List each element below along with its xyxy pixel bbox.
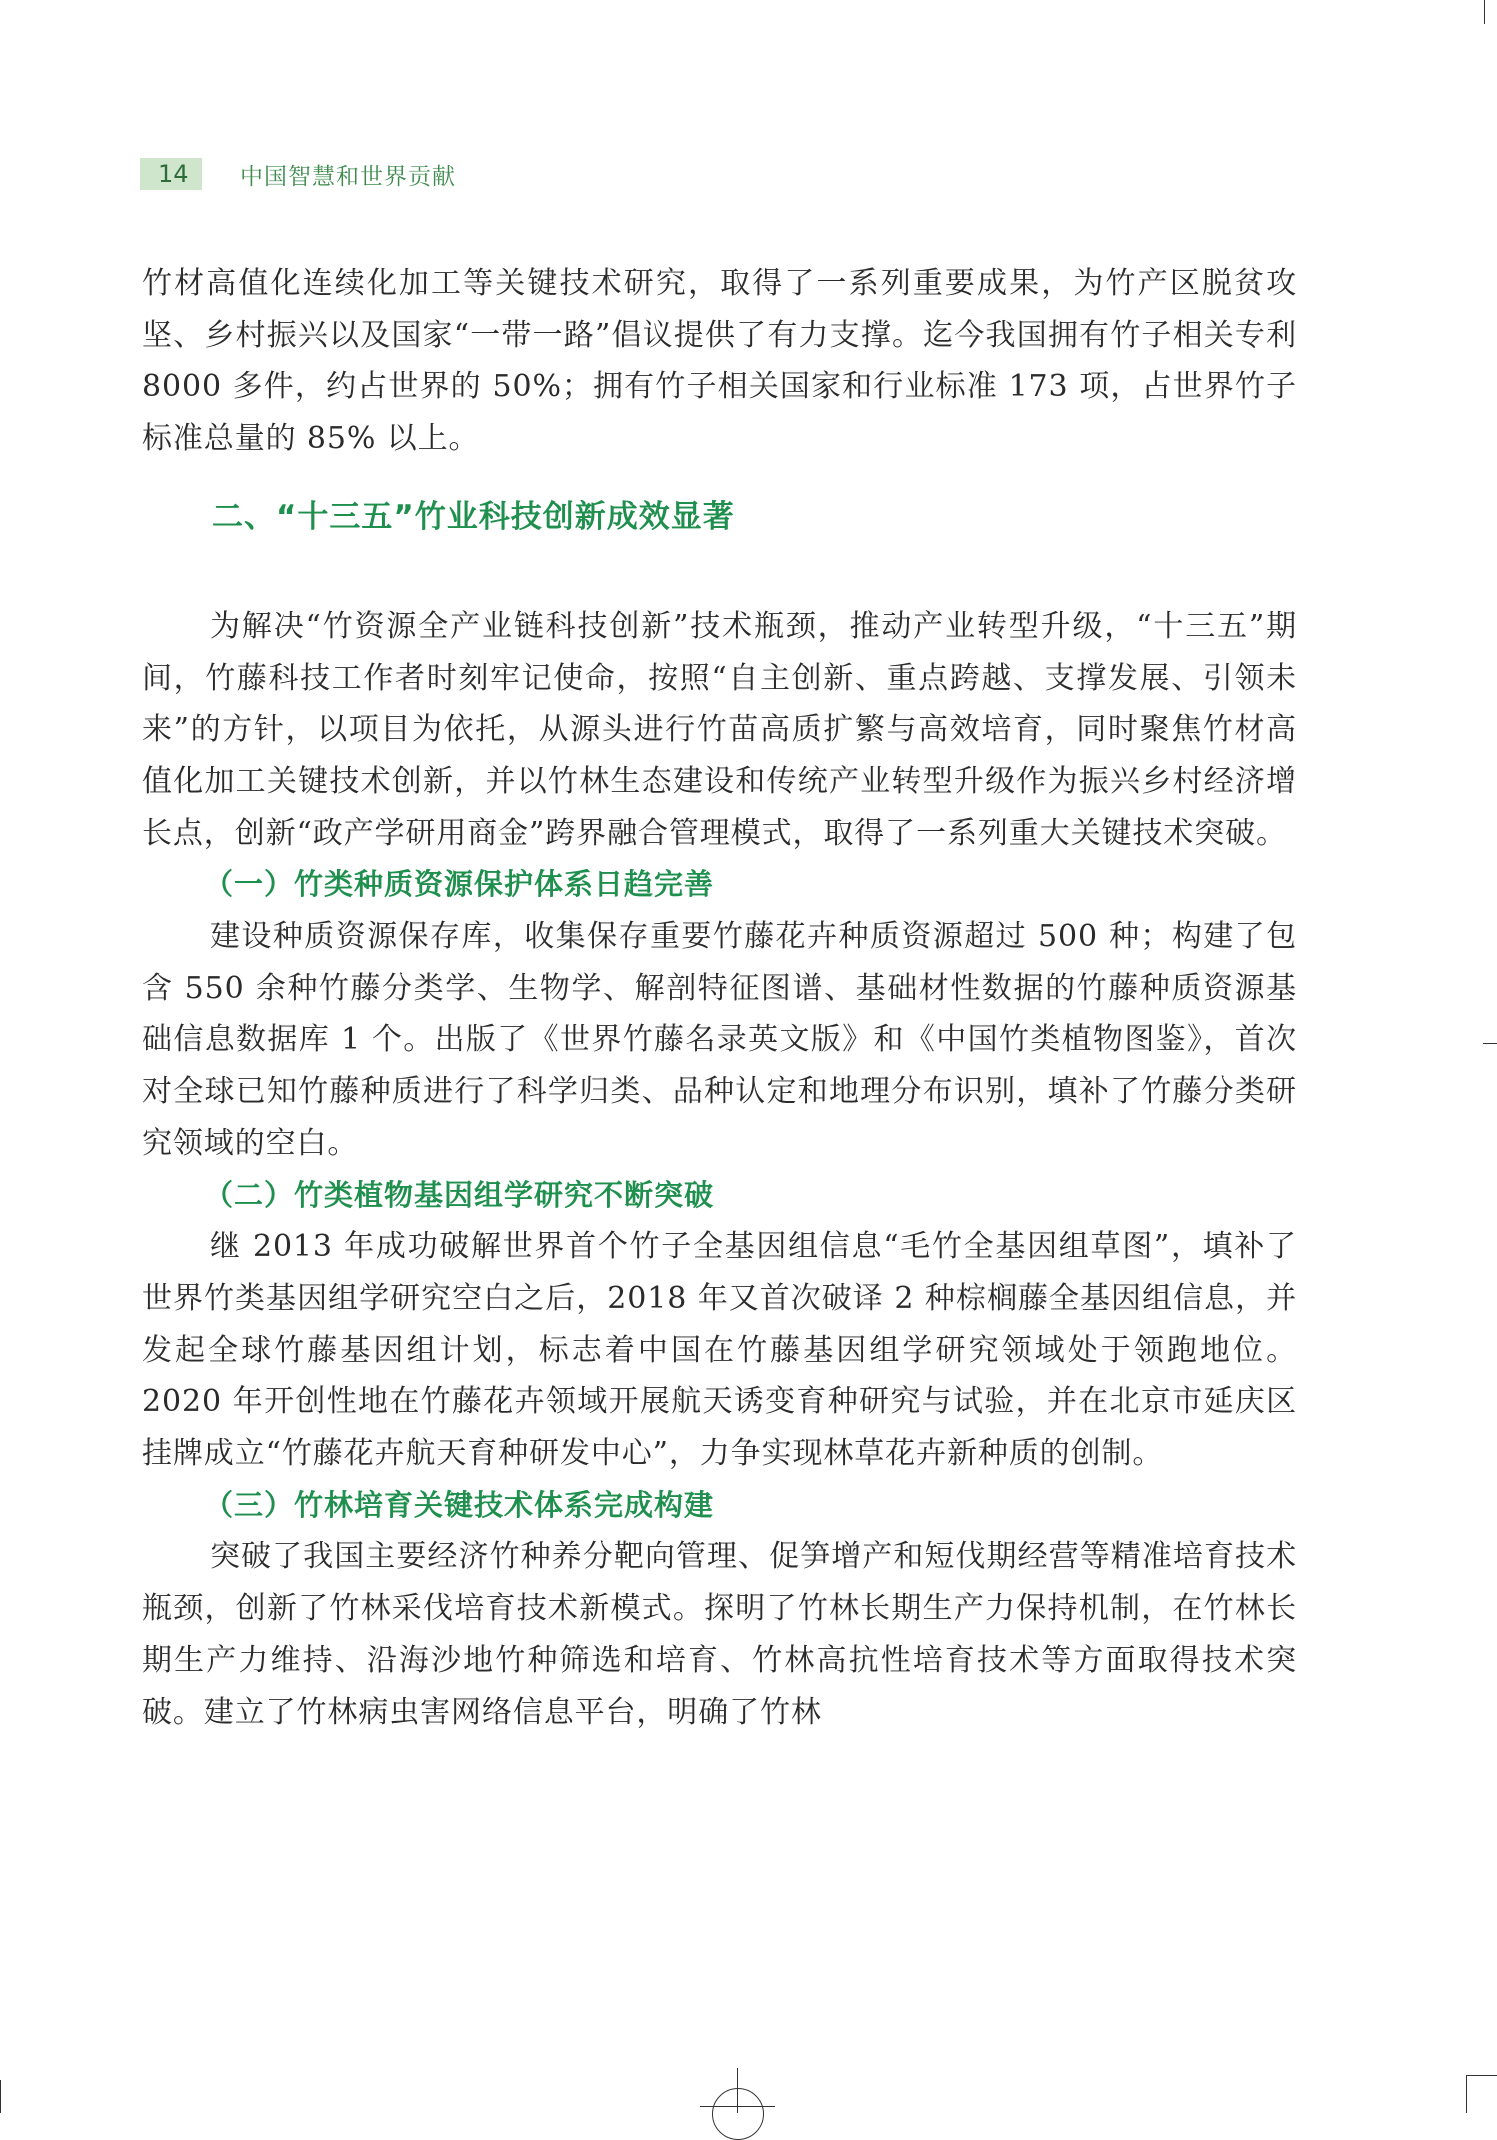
subsection-paragraph-1: 建设种质资源保存库，收集保存重要竹藤花卉种质资源超过 500 种；构建了包含 550 余种竹藤分类学、生物学、解剖特征图谱、基础材性数据的竹藤种质资源基础信息数据库 1 个。出版了《世界竹藤名录英文版》和《中国竹类植物图鉴》，首次对全球已知竹藤种质进行了科学归类、品种认定和地理分布识别，填补了竹藤分类研究领域的空白。 [142,919,1297,1161]
registration-mark-circle [712,2088,764,2140]
subsection-paragraph-3: 突破了我国主要经济竹种养分靶向管理、促笋增产和短伐期经营等精准培育技术瓶颈，创新了竹林采伐培育技术新模式。探明了竹林长期生产力保持机制，在竹林长期生产力维持、沿海沙地竹种筛选和培育、竹林高抗性培育技术等方面取得技术突破。建立了竹林病虫害网络信息平台，明确了竹林 [142,1539,1297,1730]
page-number: 14 [140,158,202,190]
section-intro-paragraph: 为解决“竹资源全产业链科技创新”技术瓶颈，推动产业转型升级，“十三五”期间，竹藤科技工作者时刻牢记使命，按照“自主创新、重点跨越、支撑发展、引领未来”的方针，以项目为依托，从源头进行竹苗高质扩繁与高效培育，同时聚焦竹材高值化加工关键技术创新，并以竹林生态建设和传统产业转型升级作为振兴乡村经济增长点，创新“政产学研用商金”跨界融合管理模式，取得了一系列重大关键技术突破。 [142,608,1297,851]
section-heading: 二、“十三五”竹业科技创新成效显著 [212,498,735,535]
subsection-heading-1: （一）竹类种质资源保护体系日趋完善 [204,867,715,902]
crop-mark-middle-right [1483,1043,1497,1044]
crop-mark-bottom-right-vertical [1466,2075,1467,2113]
registration-mark-horizontal [700,2106,775,2107]
crop-mark-bottom-left [0,2080,1,2113]
subsection-heading-3: （三）竹林培育关键技术体系完成构建 [204,1487,715,1522]
continued-paragraph: 竹材高值化连续化加工等关键技术研究，取得了一系列重要成果，为竹产区脱贫攻坚、乡村振兴以及国家“一带一路”倡议提供了有力支撑。迄今我国拥有竹子相关专利 8000 多件，约占世界的 50%；拥有竹子相关国家和行业标准 173 项，占世界竹子标准总量的 85% 以上。 [142,266,1297,457]
subsection-heading-2: （二）竹类植物基因组学研究不断突破 [204,1177,715,1212]
subsection-paragraph-2: 继 2013 年成功破解世界首个竹子全基因组信息“毛竹全基因组草图”，填补了世界竹类基因组学研究空白之后，2018 年又首次破译 2 种棕榈藤全基因组信息，并发起全球竹藤基因组计划，标志着中国在竹藤基因组学研究领域处于领跑地位。2020 年开创性地在竹藤花卉领域开展航天诱变育种研究与试验，并在北京市延庆区挂牌成立“竹藤花卉航天育种研发中心”，力争实现林草花卉新种质的创制。 [142,1229,1297,1472]
running-header [140,158,456,190]
crop-mark-top-right [1484,0,1485,24]
page-content [142,258,1297,1738]
crop-mark-bottom-right-horizontal [1467,2075,1497,2076]
book-title: 中国智慧和世界贡献 [240,163,456,190]
